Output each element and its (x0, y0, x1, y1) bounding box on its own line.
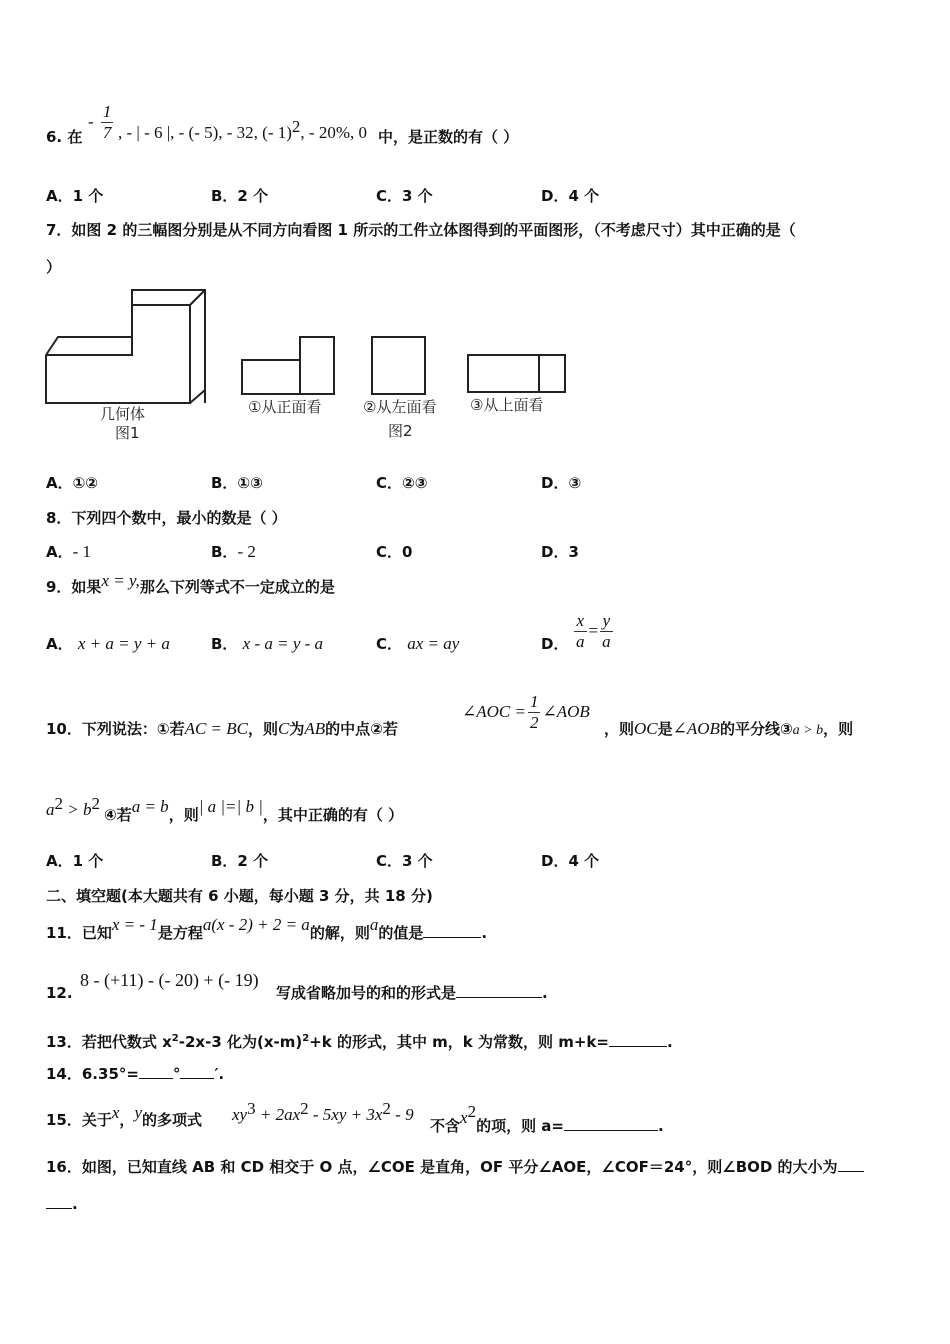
q8-option-b[interactable]: B．- 2 (211, 542, 256, 561)
q14-text: 14．6.35°= ° ′. (46, 1065, 225, 1083)
q7-figure (40, 285, 580, 445)
top-view-label: ③从上面看 (470, 396, 544, 414)
q12-suffix: 写成省略加号的和的形式是 . (276, 984, 548, 1002)
q15-answer-blank[interactable] (564, 1116, 658, 1131)
q6-fraction: $\frac{1}{7}$ (102, 102, 112, 142)
q16-answer-blank-a[interactable] (838, 1157, 864, 1172)
q9-option-d-label[interactable]: D． (541, 635, 569, 653)
q16-answer-blank-b[interactable] (46, 1194, 72, 1209)
q6-option-c[interactable]: C．3 个 (376, 187, 433, 205)
q16-text-line2: . (46, 1194, 78, 1214)
q12-answer-blank[interactable] (456, 983, 542, 998)
left-view (372, 337, 425, 394)
q13-answer-blank[interactable] (609, 1032, 667, 1047)
q8-text: 8．下列四个数中，最小的数是（ ） (46, 509, 287, 527)
q10-option-b[interactable]: B．2 个 (211, 852, 269, 870)
fig2-label: 图2 (388, 422, 413, 440)
q10-option-c[interactable]: C．3 个 (376, 852, 433, 870)
left-view-label: ②从左面看 (363, 398, 437, 416)
q10-line2-math: $a^2 > b^2$ (46, 794, 100, 819)
q6-suffix: 中，是正数的有（ ） (378, 128, 519, 146)
q7-option-d[interactable]: D．③ (541, 474, 582, 492)
q11-answer-blank[interactable] (423, 923, 481, 938)
top-view (468, 355, 565, 392)
q7-option-b[interactable]: B．①③ (211, 474, 263, 492)
q8-option-c[interactable]: C．0 (376, 543, 413, 561)
q10-option-a[interactable]: A．1 个 (46, 852, 104, 870)
q7-text-line2: ） (46, 258, 62, 276)
q10-line1: 10．下列说法：①若AC = BC，则C为AB的中点②若 (46, 719, 398, 738)
q14-degree-blank[interactable] (139, 1064, 173, 1079)
q7-text-line1: 7．如图 2 的三幅图分别是从不同方向看图 1 所示的工件立体图得到的平面图形，（不考虑尺寸）其中正确的是（ (46, 221, 796, 239)
q9-text: 9．如果x = y,那么下列等式不一定成立的是 (46, 571, 335, 596)
q8-option-d[interactable]: D．3 (541, 543, 579, 561)
q12-text: 12. (46, 984, 73, 1002)
q6-option-b[interactable]: B．2 个 (211, 187, 269, 205)
q8-option-a[interactable]: A．- 1 (46, 542, 92, 561)
q11-text: 11．已知x = - 1是方程a(x - 2) + 2 = a的解，则a的值是 . (46, 915, 488, 942)
q14-minute-blank[interactable] (180, 1064, 214, 1079)
q9-option-b[interactable]: B． x - a = y - a (211, 634, 324, 653)
section-heading: 二、填空题(本大题共有 6 小题，每小题 3 分，共 18 分) (46, 887, 433, 905)
solid-label: 几何体 (100, 405, 146, 423)
q10-line2: ④若a = b，则| a |=| b |，其中正确的有（ ） (104, 797, 404, 824)
fig1-label: 图1 (115, 424, 140, 442)
q9-option-a[interactable]: A． x + a = y + a (46, 634, 170, 653)
q15-polynomial: $xy^3 + 2ax^2 - 5xy + 3x^2 - 9$ (232, 1099, 414, 1124)
q10-angle-expression: ∠AOC = $\frac{1}{2}$ ∠AOB (462, 692, 590, 732)
q12-expression: 8 - (+11) - (- 20) + (- 19) (80, 970, 259, 990)
q9-option-d[interactable]: $\frac{x}{a}$ = $\frac{y}{a}$ (576, 611, 611, 651)
solid-figure (46, 290, 205, 403)
q9-option-c[interactable]: C． ax = ay (376, 634, 460, 653)
q16-text-line1: 16．如图，已知直线 AB 和 CD 相交于 O 点，∠COE 是直角，OF 平分∠AOE，∠COF＝24°，则∠BOD 的大小为 (46, 1157, 864, 1177)
q6-expression-rest: , - | - 6 |, - (- 5), - 32, (- 1)$^2$, - 20%, 0 (118, 117, 367, 142)
front-view-label: ①从正面看 (248, 398, 322, 416)
q10-line1-rest: ，则OC是∠AOB的平分线③a > b，则 (604, 719, 854, 738)
q6-option-a[interactable]: A．1 个 (46, 187, 104, 205)
q6-line: 6. 在 (46, 128, 83, 146)
q15-text: 15．关于x，y的多项式 (46, 1103, 202, 1129)
q15-suffix: 不含$x^2$的项，则 a= . (430, 1102, 664, 1135)
q6-option-d[interactable]: D．4 个 (541, 187, 600, 205)
q13-text: 13．若把代数式 $x^2-2x-3$ 化为$(x-m)^2+k$ 的形式，其中 m，k 为常数，则 m+k= . (46, 1033, 673, 1051)
q7-option-c[interactable]: C．②③ (376, 474, 428, 492)
front-view (242, 337, 334, 394)
q6-expression: - $\frac{1}{7}$ (88, 102, 112, 142)
q7-option-a[interactable]: A．①② (46, 474, 99, 492)
q10-option-d[interactable]: D．4 个 (541, 852, 600, 870)
